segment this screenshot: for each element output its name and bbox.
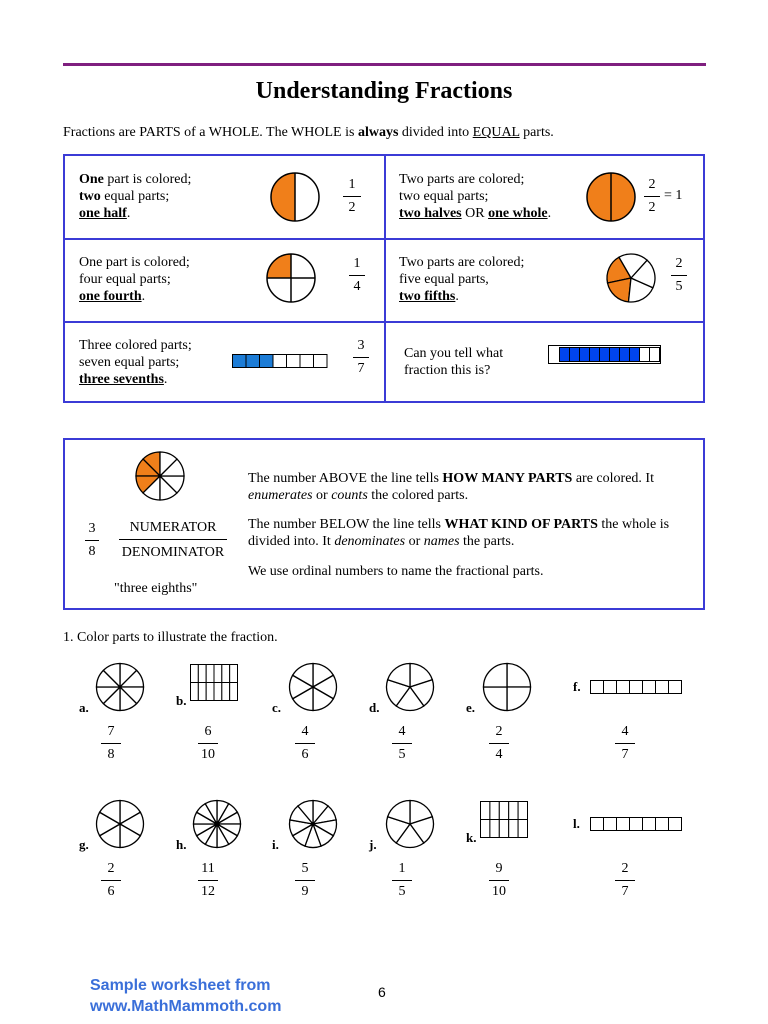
item-fraction: 6 10 xyxy=(198,723,218,764)
sevenths-fraction: 3 7 xyxy=(353,337,369,378)
item-fraction: 4 7 xyxy=(615,723,635,764)
whole-circle-icon xyxy=(586,172,638,222)
bar-icon xyxy=(590,817,685,832)
item-fraction: 11 12 xyxy=(198,860,218,901)
item-fraction: 4 5 xyxy=(392,723,412,764)
pie-icon xyxy=(482,662,532,712)
half-text: One part is colored; two equal parts; one half. xyxy=(79,172,192,221)
eighths-circle-icon xyxy=(135,451,185,501)
item-fraction: 4 6 xyxy=(295,723,315,764)
intro-text: Fractions are PARTS of a WHOLE. The WHOLE is always divided into EQUAL parts. xyxy=(63,125,554,140)
item-letter: c. xyxy=(272,700,282,715)
item-letter: l. xyxy=(573,816,580,831)
pie-icon xyxy=(95,799,145,849)
top-rule xyxy=(63,63,706,66)
item-letter: h. xyxy=(176,837,187,852)
item-letter: d. xyxy=(369,700,380,715)
item-letter: a. xyxy=(79,700,89,715)
pie-icon xyxy=(385,799,435,849)
pie-icon xyxy=(95,662,145,712)
item-letter: b. xyxy=(176,693,187,708)
half-fraction: 1 2 xyxy=(343,176,361,217)
item-letter: j. xyxy=(369,837,377,852)
fifths-circle-icon xyxy=(606,253,658,303)
pie-icon xyxy=(385,662,435,712)
pie-icon xyxy=(288,799,338,849)
item-letter: g. xyxy=(79,837,89,852)
item-letter: e. xyxy=(466,700,476,715)
grid-icon xyxy=(190,664,240,704)
item-letter: i. xyxy=(272,837,279,852)
explain-above: The number ABOVE the line tells HOW MANY PARTS are colored. It enumerates or counts the colored parts. xyxy=(248,471,654,503)
item-fraction: 5 9 xyxy=(295,860,315,901)
pie-icon xyxy=(288,662,338,712)
fourth-text: One part is colored; four equal parts; one fourth. xyxy=(79,255,190,304)
page-title: Understanding Fractions xyxy=(255,78,513,104)
footer-link[interactable]: Sample worksheet from www.MathMammoth.com xyxy=(90,977,282,1015)
sevenths-text: Three colored parts; seven equal parts; three sevenths. xyxy=(79,338,192,387)
grid-icon xyxy=(480,801,530,841)
explain-below: The number BELOW the line tells WHAT KIND OF PARTS the whole is divided into. It denominates or names the parts. xyxy=(248,517,670,549)
fraction-name: "three eighths" xyxy=(114,581,198,596)
half-circle-icon xyxy=(270,172,322,222)
item-fraction: 1 5 xyxy=(392,860,412,901)
whole-fraction: 2 2 xyxy=(644,176,660,217)
explain-ordinal: We use ordinal numbers to name the fractional parts. xyxy=(248,564,544,579)
pie-icon xyxy=(192,799,242,849)
fourth-circle-icon xyxy=(266,253,318,303)
exercise-heading: 1. Color parts to illustrate the fraction. xyxy=(63,630,278,645)
question-text: Can you tell what fraction this is? xyxy=(404,346,504,378)
whole-equals: = 1 xyxy=(664,188,683,203)
explain-fraction: 3 8 xyxy=(85,520,99,561)
whole-text: Two parts are colored; two equal parts; two halves OR one whole. xyxy=(399,172,552,221)
item-fraction: 9 10 xyxy=(489,860,509,901)
item-fraction: 2 6 xyxy=(101,860,121,901)
item-fraction: 2 4 xyxy=(489,723,509,764)
question-bar-icon xyxy=(548,345,662,364)
fifths-fraction: 2 5 xyxy=(671,255,687,296)
item-fraction: 7 8 xyxy=(101,723,121,764)
item-fraction: 2 7 xyxy=(615,860,635,901)
fifths-text: Two parts are colored; five equal parts, two fifths. xyxy=(399,255,525,304)
numerator-label: NUMERATOR DENOMINATOR xyxy=(115,519,231,561)
item-letter: f. xyxy=(573,679,581,694)
bar-icon xyxy=(590,680,685,695)
page-number: 6 xyxy=(378,984,386,1000)
item-letter: k. xyxy=(466,830,477,845)
fourth-fraction: 1 4 xyxy=(349,255,365,296)
sevenths-bar-icon xyxy=(232,354,328,368)
